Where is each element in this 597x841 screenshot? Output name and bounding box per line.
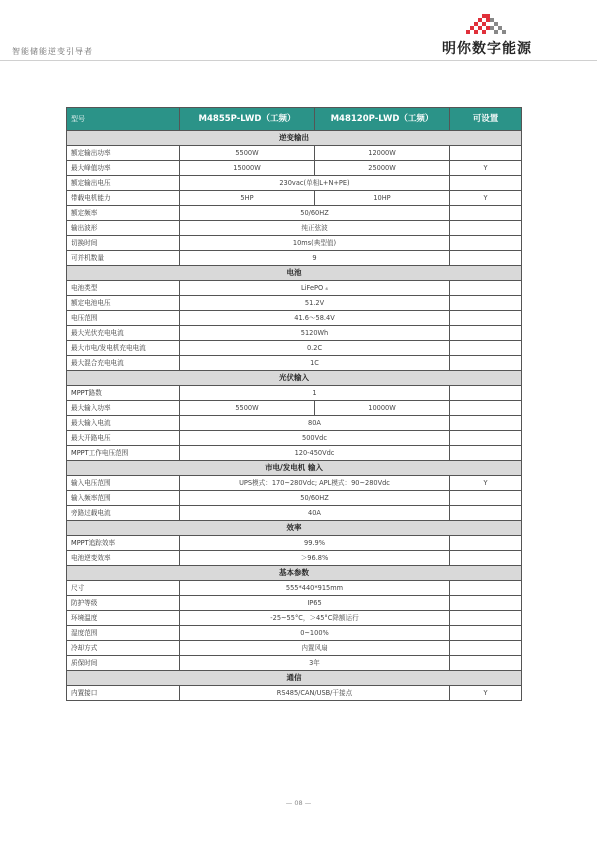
brand-tagline: 智能储能逆变引导者: [12, 47, 93, 56]
spec-value-model-a: 5500W: [180, 146, 315, 161]
spec-value-model-b: 12000W: [315, 146, 450, 161]
section-title: 通信: [67, 671, 522, 686]
spec-label: 可并机数量: [67, 251, 180, 266]
spec-label: 切换时间: [67, 236, 180, 251]
table-row: [67, 536, 522, 551]
spec-label: MPPT路数: [67, 386, 180, 401]
spec-label: 质保时间: [67, 656, 180, 671]
spec-label: 电池类型: [67, 281, 180, 296]
spec-label: 额定输出电压: [67, 176, 180, 191]
settable-flag: [450, 206, 522, 221]
spec-value-shared: 9: [180, 251, 450, 266]
table-row: [67, 416, 522, 431]
settable-flag: [450, 311, 522, 326]
table-row: [67, 506, 522, 521]
settable-flag: [450, 221, 522, 236]
spec-label: 旁路过载电流: [67, 506, 180, 521]
column-header-settable: 可设置: [450, 108, 522, 131]
spec-label: 额定输出功率: [67, 146, 180, 161]
spec-label: 电压范围: [67, 311, 180, 326]
section-title: 市电/发电机 输入: [67, 461, 522, 476]
settable-flag: [450, 401, 522, 416]
spec-value-shared: 555*440*915mm: [180, 581, 450, 596]
settable-flag: [450, 551, 522, 566]
spec-label: 最大开路电压: [67, 431, 180, 446]
settable-flag: [450, 236, 522, 251]
header-divider: [0, 60, 597, 61]
section-header-row: [67, 461, 522, 476]
section-title: 电池: [67, 266, 522, 281]
settable-flag: Y: [450, 476, 522, 491]
settable-flag: [450, 656, 522, 671]
spec-value-shared: 50/60HZ: [180, 206, 450, 221]
section-header-row: [67, 521, 522, 536]
spec-label: 最大输入电流: [67, 416, 180, 431]
spec-value-model-b: 25000W: [315, 161, 450, 176]
settable-flag: [450, 176, 522, 191]
spec-value-shared: 230vac(单相L+N+PE): [180, 176, 450, 191]
spec-table: [66, 107, 522, 701]
spec-label: MPPT工作电压范围: [67, 446, 180, 461]
brand-logo: [442, 14, 582, 60]
settable-flag: [450, 386, 522, 401]
spec-label: 最大输入功率: [67, 401, 180, 416]
spec-label: 带载电机能力: [67, 191, 180, 206]
spec-value-shared: 内置风扇: [180, 641, 450, 656]
section-title: 逆变输出: [67, 131, 522, 146]
table-row: [67, 596, 522, 611]
column-header-model-b: M48120P-LWD（工频）: [315, 108, 450, 131]
spec-value-shared: 41.6～58.4V: [180, 311, 450, 326]
spec-label: 最大峰值功率: [67, 161, 180, 176]
table-row: [67, 356, 522, 371]
spec-label: 最大光伏充电电流: [67, 326, 180, 341]
table-row: [67, 611, 522, 626]
section-header-row: [67, 266, 522, 281]
section-title: 基本参数: [67, 566, 522, 581]
spec-label: 环境温度: [67, 611, 180, 626]
spec-value-shared: UPS模式：170~280Vdc; APL模式：90~280Vdc: [180, 476, 450, 491]
settable-flag: [450, 626, 522, 641]
spec-label: MPPT追踪效率: [67, 536, 180, 551]
table-row: [67, 281, 522, 296]
logo-wordmark: 明你数字能源: [442, 41, 532, 57]
spec-label: 防护等级: [67, 596, 180, 611]
table-row: [67, 341, 522, 356]
settable-flag: [450, 416, 522, 431]
spec-value-shared: LiFePO ₄: [180, 281, 450, 296]
spec-value-model-b: 10HP: [315, 191, 450, 206]
spec-table-body: [67, 108, 522, 701]
settable-flag: [450, 251, 522, 266]
settable-flag: [450, 581, 522, 596]
table-row: [67, 581, 522, 596]
column-header-model-a: M4855P-LWD（工频）: [180, 108, 315, 131]
table-row: [67, 641, 522, 656]
spec-label: 最大市电/发电机充电电流: [67, 341, 180, 356]
table-header-row: [67, 108, 522, 131]
table-row: [67, 191, 522, 206]
spec-value-model-a: 5HP: [180, 191, 315, 206]
triangle-mosaic-logo-icon: [466, 14, 510, 36]
table-row: [67, 401, 522, 416]
settable-flag: [450, 536, 522, 551]
spec-value-model-a: 15000W: [180, 161, 315, 176]
spec-label: 输入频率范围: [67, 491, 180, 506]
table-row: [67, 326, 522, 341]
settable-flag: [450, 296, 522, 311]
spec-label: 额定电池电压: [67, 296, 180, 311]
table-row: [67, 551, 522, 566]
section-title: 光伏输入: [67, 371, 522, 386]
spec-value-model-a: 5500W: [180, 401, 315, 416]
spec-value-shared: 1C: [180, 356, 450, 371]
spec-value-shared: 120-450Vdc: [180, 446, 450, 461]
spec-value-shared: 5120Wh: [180, 326, 450, 341]
section-header-row: [67, 371, 522, 386]
spec-label: 内置接口: [67, 686, 180, 701]
settable-flag: Y: [450, 686, 522, 701]
page-number: — 08 —: [285, 799, 312, 807]
spec-value-shared: IP65: [180, 596, 450, 611]
table-row: [67, 221, 522, 236]
settable-flag: Y: [450, 161, 522, 176]
spec-label: 尺寸: [67, 581, 180, 596]
table-row: [67, 656, 522, 671]
table-row: [67, 446, 522, 461]
spec-label: 电池逆变效率: [67, 551, 180, 566]
spec-value-model-b: 10000W: [315, 401, 450, 416]
table-row: [67, 206, 522, 221]
section-title: 效率: [67, 521, 522, 536]
column-header-model: 型号: [67, 108, 180, 131]
settable-flag: [450, 281, 522, 296]
spec-value-shared: 80A: [180, 416, 450, 431]
table-row: [67, 236, 522, 251]
settable-flag: [450, 611, 522, 626]
spec-label: 输入电压范围: [67, 476, 180, 491]
spec-label: 额定频率: [67, 206, 180, 221]
table-row: [67, 146, 522, 161]
spec-label: 冷却方式: [67, 641, 180, 656]
spec-value-shared: 1: [180, 386, 450, 401]
section-header-row: [67, 131, 522, 146]
spec-label: 湿度范围: [67, 626, 180, 641]
spec-label: 最大混合充电电流: [67, 356, 180, 371]
table-row: [67, 476, 522, 491]
spec-value-shared: -25~55°C，＞45°C降额运行: [180, 611, 450, 626]
table-row: [67, 311, 522, 326]
table-row: [67, 626, 522, 641]
spec-value-shared: 40A: [180, 506, 450, 521]
spec-value-shared: 10ms(典型值): [180, 236, 450, 251]
spec-value-shared: ＞96.8%: [180, 551, 450, 566]
spec-value-shared: 51.2V: [180, 296, 450, 311]
section-header-row: [67, 566, 522, 581]
table-row: [67, 431, 522, 446]
table-row: [67, 686, 522, 701]
table-row: [67, 296, 522, 311]
table-row: [67, 161, 522, 176]
settable-flag: [450, 146, 522, 161]
table-row: [67, 251, 522, 266]
table-row: [67, 491, 522, 506]
spec-value-shared: 纯正弦波: [180, 221, 450, 236]
spec-value-shared: 99.9%: [180, 536, 450, 551]
settable-flag: [450, 356, 522, 371]
table-row: [67, 386, 522, 401]
settable-flag: [450, 341, 522, 356]
table-row: [67, 176, 522, 191]
settable-flag: [450, 596, 522, 611]
section-header-row: [67, 671, 522, 686]
settable-flag: [450, 326, 522, 341]
spec-label: 输出波形: [67, 221, 180, 236]
spec-value-shared: 50/60HZ: [180, 491, 450, 506]
settable-flag: Y: [450, 191, 522, 206]
settable-flag: [450, 506, 522, 521]
settable-flag: [450, 431, 522, 446]
spec-value-shared: 0~100%: [180, 626, 450, 641]
spec-value-shared: RS485/CAN/USB/干接点: [180, 686, 450, 701]
settable-flag: [450, 446, 522, 461]
spec-value-shared: 500Vdc: [180, 431, 450, 446]
spec-value-shared: 0.2C: [180, 341, 450, 356]
settable-flag: [450, 641, 522, 656]
settable-flag: [450, 491, 522, 506]
spec-value-shared: 3年: [180, 656, 450, 671]
